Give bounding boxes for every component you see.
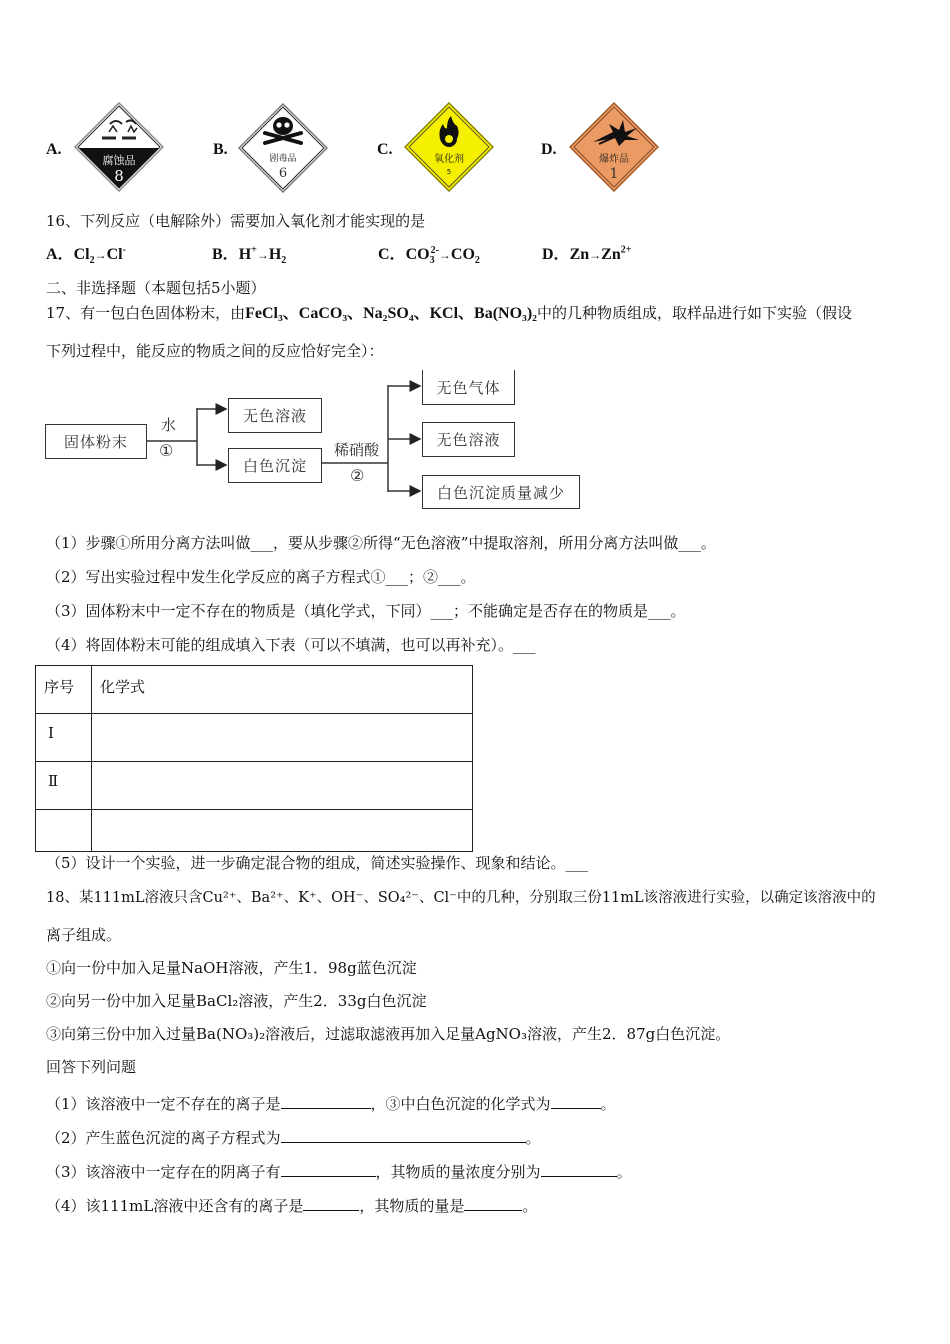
q16-option-d: D．$Zn\to Zn^{2+}$	[542, 244, 632, 263]
q17-sub3: （3）固体粉末中一定不存在的物质是（填化学式，下同）___；不能确定是否存在的物质是___。	[46, 602, 686, 620]
q17-stem-line1: 17、有一包白色固体粉末，由FeCl₃、CaCO₃、Na₂SO₄、KCl、Ba(NO₃)₂中的几种物质组成，取样品进行如下实验（假设	[46, 304, 852, 322]
q18-exp3: ③向第三份中加入过量Ba(NO₃)₂溶液后，过滤取滤液再加入足量AgNO₃溶液，产生2．87g白色沉淀。	[46, 1025, 731, 1043]
header-formula: 化学式	[92, 666, 473, 714]
q16-option-a: A．$Cl_2\to Cl^-$	[46, 244, 126, 267]
svg-text:剧毒品: 剧毒品	[269, 154, 297, 164]
table-row	[36, 762, 473, 810]
answer-blank[interactable]	[551, 1092, 601, 1109]
q16-option-c: C．$CO_3^{2-}\to CO_2$	[378, 244, 480, 267]
section-title: 二、非选择题（本题包括5小题）	[46, 279, 266, 297]
formula: Cl	[73, 246, 90, 263]
row-index: Ⅰ	[36, 714, 92, 762]
svg-text:氧化剂: 氧化剂	[434, 154, 464, 165]
answer-blank[interactable]	[281, 1092, 371, 1109]
box-colorless-solution-1: 无色溶液	[228, 398, 322, 433]
option-b-label: B.	[213, 141, 228, 158]
q16-stem: 16、下列反应（电解除外）需要加入氧化剂才能实现的是	[46, 212, 426, 230]
option-c-label: C.	[377, 141, 393, 158]
row-formula-cell[interactable]	[92, 810, 473, 852]
q18-exp1: ①向一份中加入足量NaOH溶液，产生1．98g蓝色沉淀	[46, 959, 417, 977]
option-d-label: D.	[541, 141, 557, 158]
q17-sub1: （1）步骤①所用分离方法叫做___，要从步骤②所得“无色溶液”中提取溶剂，所用分离方法叫做___。	[46, 534, 716, 552]
option-label: A．	[46, 246, 74, 263]
row-index: Ⅱ	[36, 762, 92, 810]
svg-text:腐蚀品: 腐蚀品	[102, 154, 136, 167]
q18-exp2: ②向另一份中加入足量BaCl₂溶液，产生2．33g白色沉淀	[46, 992, 427, 1010]
row-formula-cell[interactable]	[92, 762, 473, 810]
q18-sub3: （3）该溶液中一定存在的阴离子有 ，其物质的量浓度分别为 。	[46, 1160, 632, 1182]
box-colorless-solution-2: 无色溶液	[422, 422, 515, 457]
reagent-dilute-nitric-acid: 稀硝酸	[334, 441, 380, 459]
q17-sub2: （2）写出实验过程中发生化学反应的离子方程式①___；②___。	[46, 568, 476, 586]
svg-text:爆炸品: 爆炸品	[599, 154, 629, 165]
step-1-marker: ①	[159, 441, 174, 460]
answer-blank[interactable]	[281, 1160, 376, 1177]
svg-text:6: 6	[278, 166, 288, 181]
answer-blank[interactable]	[281, 1126, 526, 1143]
option-label: C．	[378, 246, 406, 263]
step-2-marker: ②	[350, 466, 365, 485]
box-white-precipitate: 白色沉淀	[228, 448, 322, 483]
q18-sub1: （1）该溶液中一定不存在的离子是 ，③中白色沉淀的化学式为 。	[46, 1092, 616, 1114]
row-formula-cell[interactable]	[92, 714, 473, 762]
row-index	[36, 810, 92, 852]
table-row	[36, 810, 473, 852]
header-index: 序号	[36, 666, 92, 714]
box-precipitate-mass-decreases: 白色沉淀质量减少	[422, 475, 580, 509]
box-colorless-gas: 无色气体	[422, 370, 515, 405]
table-row	[36, 714, 473, 762]
box-solid-powder: 固体粉末	[45, 424, 147, 459]
option-label: B．	[212, 246, 239, 263]
svg-text:1: 1	[609, 166, 619, 182]
option-label: D．	[542, 246, 570, 263]
q18-sub4: （4）该111mL溶液中还含有的离子是 ，其物质的量是 。	[46, 1194, 537, 1216]
reagent-water: 水	[161, 416, 177, 434]
composition-table	[35, 665, 473, 852]
svg-text:5: 5	[446, 168, 452, 176]
q17-sub5: （5）设计一个实验，进一步确定混合物的组成，简述实验操作、现象和结论。___	[46, 854, 589, 872]
q17-stem-line2: 下列过程中，能反应的物质之间的反应恰好完全）：	[46, 342, 384, 360]
table-header-row	[36, 666, 473, 714]
answer-blank[interactable]	[464, 1194, 522, 1211]
answer-blank[interactable]	[303, 1194, 359, 1211]
q18-answer-prompt: 回答下列问题	[46, 1058, 137, 1076]
q18-stem-line2: 离子组成。	[46, 926, 122, 944]
q18-stem-line1: 18、某111mL溶液只含Cu²⁺、Ba²⁺、K⁺、OH⁻、SO₄²⁻、Cl⁻中的几种，分别取三份11mL该溶液进行实验，以确定该溶液中的	[46, 890, 876, 906]
q18-sub2: （2）产生蓝色沉淀的离子方程式为 。	[46, 1126, 541, 1148]
q17-sub4: （4）将固体粉末可能的组成填入下表（可以不填满，也可以再补充）。___	[46, 636, 536, 654]
q16-option-b: B．$H^+\to H_2$	[212, 244, 287, 267]
option-a-label: A.	[46, 141, 62, 158]
answer-blank[interactable]	[541, 1160, 617, 1177]
svg-text:8: 8	[114, 167, 124, 185]
